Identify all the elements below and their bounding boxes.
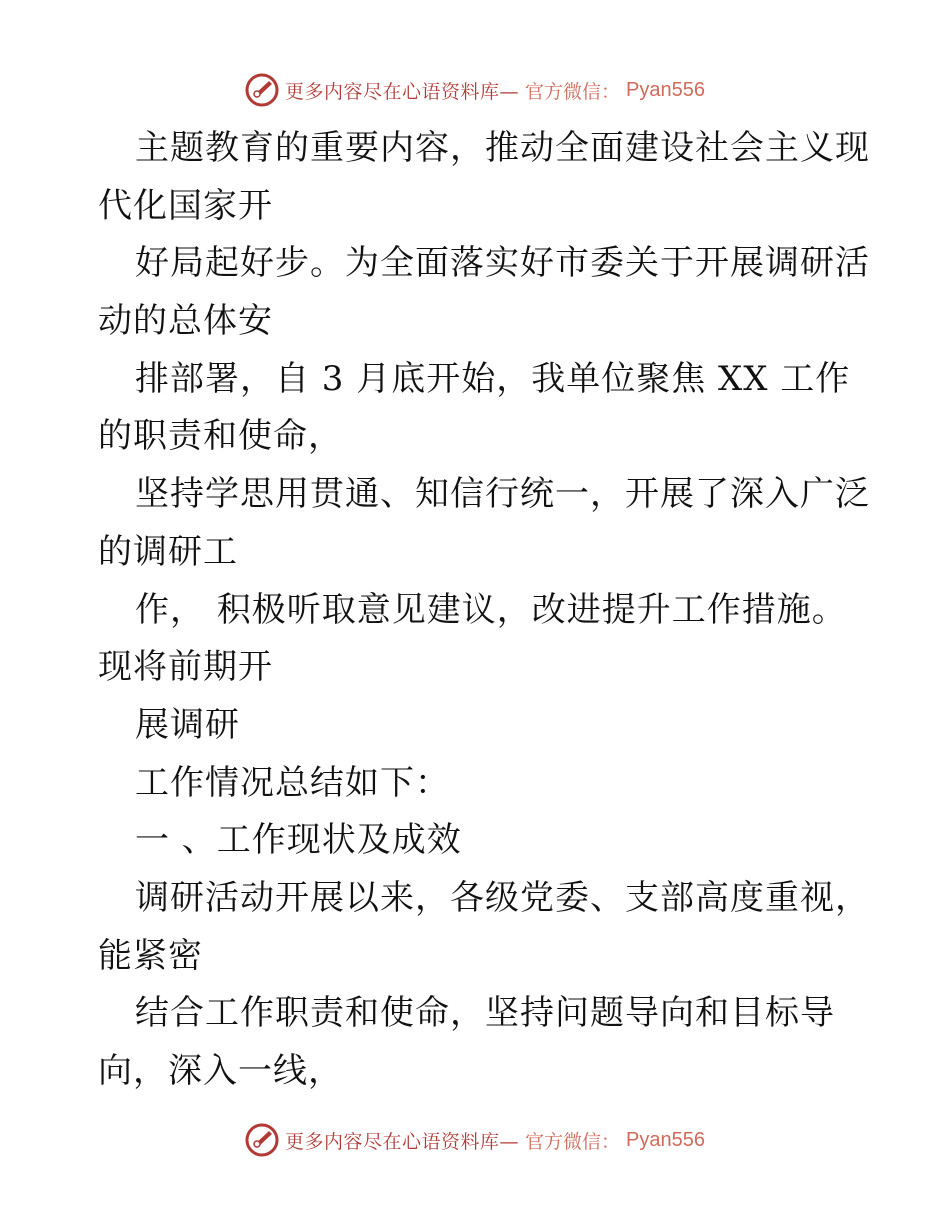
text-line-3: 好局起好步。为全面落实好市委关于开展调研活 [135,243,870,284]
text-line-17: 向，深入一线， [98,1051,343,1091]
text-line-5: 排部署，自 3 月底开始，我单位聚焦 XX 工作 [135,358,851,399]
text-line-6: 的职责和使命， [98,416,343,457]
text-line-9: 作， 积极听取意见建议，改进提升工作措施。 [135,589,847,630]
text-line-12: 工作情况总结如下： [135,762,450,803]
text-line-15: 能紧密 [98,935,203,976]
section-heading-1: 一 、工作现状及成效 [135,820,462,861]
footer-brand-text: 更多内容尽在心语资料库— [285,1130,520,1153]
text-line-8: 的调研工 [98,531,238,572]
footer-banner [0,1120,950,1160]
text-line-4: 动的总体安 [98,301,273,342]
header-banner [0,70,950,110]
text-line-11: 展调研 [135,704,240,745]
text-line-16: 结合工作职责和使命，坚持问题导向和目标导 [135,993,835,1034]
footer-wechat-id: Pyan556 [626,1128,705,1151]
header-brand-text: 更多内容尽在心语资料库— [285,80,520,103]
text-line-14: 调研活动开展以来，各级党委、支部高度重视， [135,877,870,918]
text-line-1: 主题教育的重要内容，推动全面建设社会主义现 [135,128,870,168]
text-line-2: 代化国家开 [98,185,273,226]
document-body [98,120,870,1101]
brand-logo-icon [245,73,279,107]
header-wechat-id: Pyan556 [626,78,705,101]
brand-logo-icon [245,1123,279,1157]
footer-wechat-label: 官方微信： [525,1130,621,1153]
header-wechat-label: 官方微信： [525,80,621,103]
text-line-7: 坚持学思用贯通、知信行统一，开展了深入广泛 [135,474,870,515]
text-line-10: 现将前期开 [98,647,273,688]
